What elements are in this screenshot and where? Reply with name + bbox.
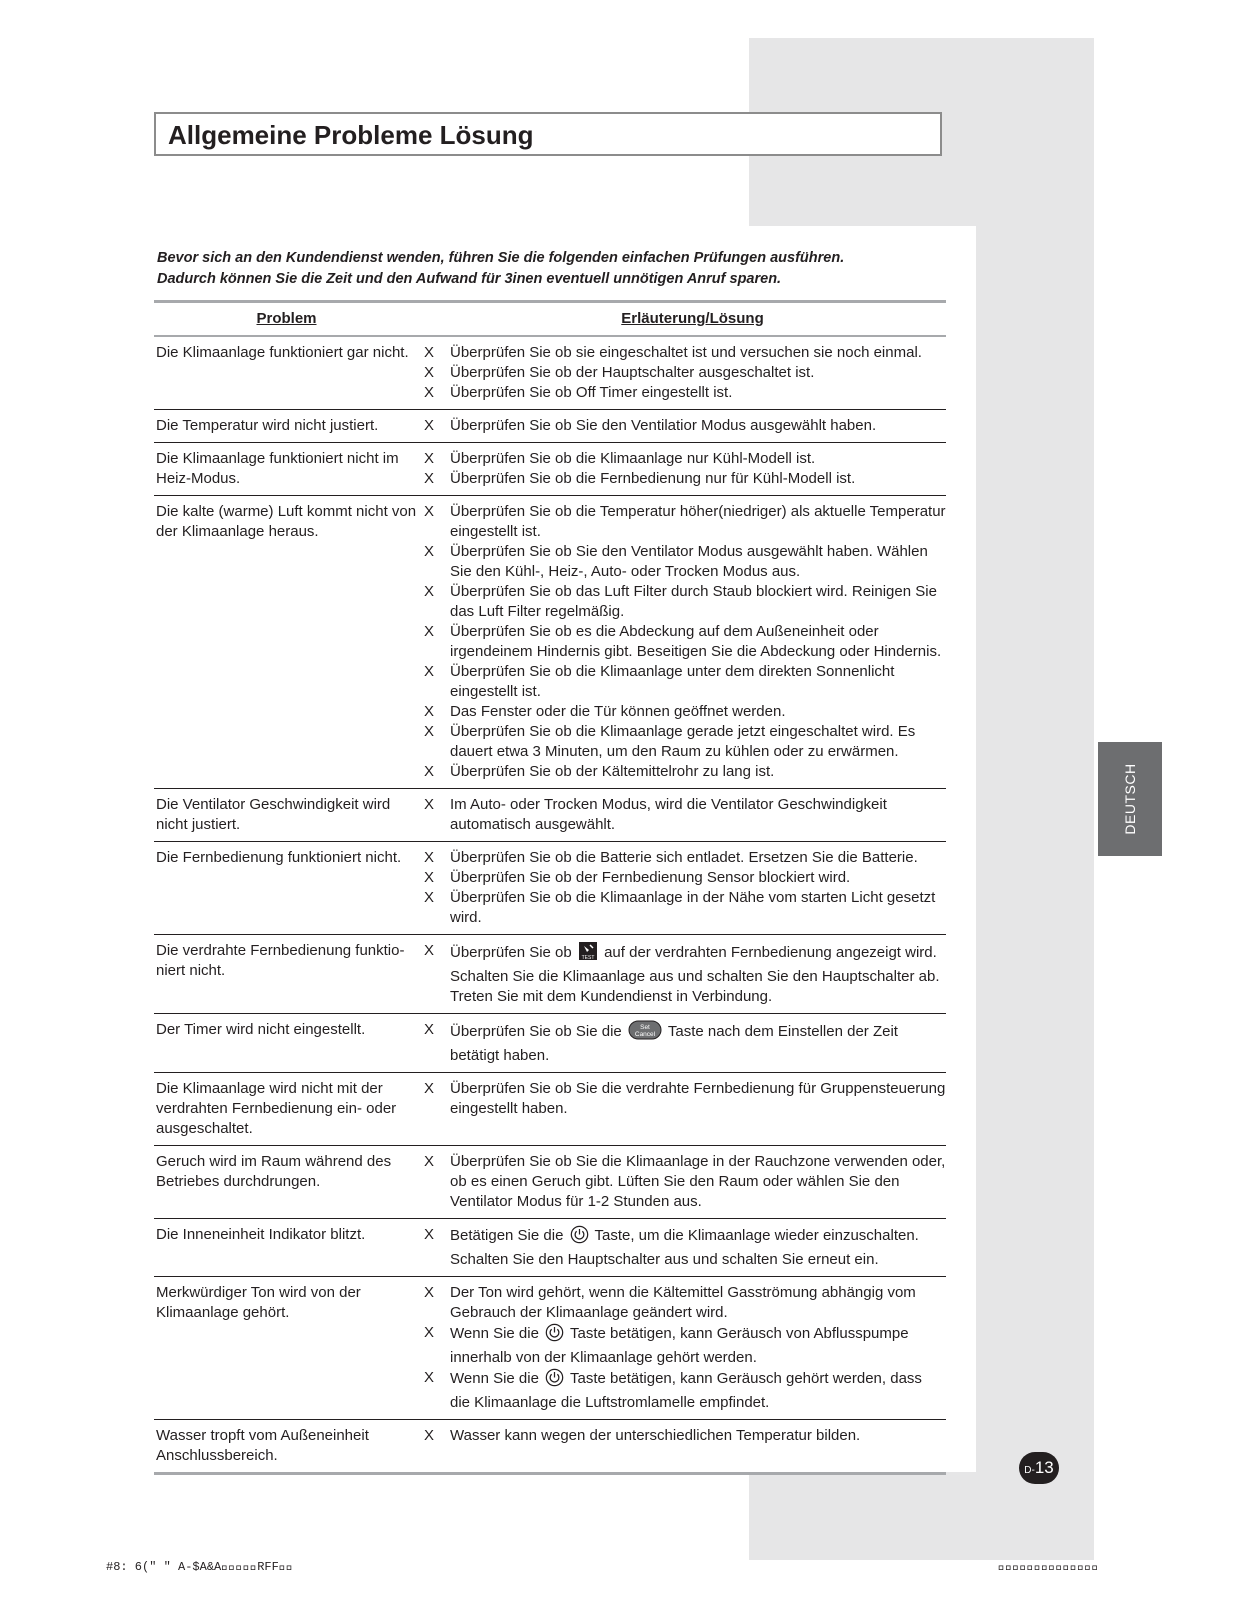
power-button-icon <box>545 1368 564 1393</box>
solution-text: Betätigen Sie die Taste, um die Klimaanlage wieder einzuschalten. Schalten Sie den Hauptschalter aus und schalten Sie erneut ein. <box>450 1227 919 1268</box>
solution-item <box>422 622 946 662</box>
page-number: 13 <box>1034 1458 1054 1477</box>
solution-text: Überprüfen Sie ob die Klimaanlage gerade jetzt eingeschaltet wird. Es dauert etwa 3 Minuten, um den Raum zu kühlen oder zu erwärmen. <box>450 723 916 760</box>
problem-cell: Die kalte (warme) Luft kommt nicht von der Klimaanlage heraus. <box>156 503 417 540</box>
table-row <box>154 443 946 496</box>
table-row <box>154 1277 946 1420</box>
solution-text: Überprüfen Sie ob das Luft Filter durch Staub blockiert wird. Reinigen Sie das Luft Filter regelmäßig. <box>450 583 937 620</box>
problem-cell: Die Inneneinheit Indikator blitzt. <box>156 1226 366 1243</box>
bullet-marker: X <box>424 1080 435 1097</box>
set-cancel-button-icon <box>628 1020 662 1046</box>
table-row <box>154 337 946 410</box>
bullet-marker: X <box>424 1324 435 1341</box>
solution-text: Überprüfen Sie ob die Klimaanlage nur Kühl-Modell ist. <box>450 450 816 467</box>
problem-cell: Die Temperatur wird nicht justiert. <box>156 417 379 434</box>
solution-cell <box>422 1079 946 1139</box>
solution-text: Überprüfen Sie ob Off Timer eingestellt ist. <box>450 384 733 401</box>
footer-left: #8: 6(" " A-$A&A􀀀􀀀􀀀􀀀􀀀RFF􀀀􀀀 <box>106 1560 294 1574</box>
solution-item <box>422 469 946 489</box>
solution-item <box>422 941 946 1007</box>
bullet-marker: X <box>424 623 435 640</box>
solution-text: Überprüfen Sie ob es die Abdeckung auf dem Außeneinheit oder irgendeinem Hindernis gibt. Beseitigen Sie die Abdeckung oder Hindernis. <box>450 623 942 660</box>
problem-cell: Wasser tropft vom Außeneinheit Anschlussbereich. <box>156 1427 369 1464</box>
solution-item <box>422 662 946 702</box>
problem-cell: Die Klimaanlage funktioniert gar nicht. <box>156 344 409 361</box>
bullet-marker: X <box>424 503 435 520</box>
solution-item <box>422 1152 946 1212</box>
table-row <box>154 842 946 935</box>
solution-cell <box>422 941 946 1007</box>
solution-text: Überprüfen Sie ob die Klimaanlage in der Nähe vom starten Licht gesetzt wird. <box>450 889 936 926</box>
solution-item <box>422 502 946 542</box>
bullet-marker: X <box>424 1021 435 1038</box>
solution-cell <box>422 1225 946 1270</box>
title-box <box>154 112 942 156</box>
intro-text <box>157 248 947 290</box>
solution-text: Überprüfen Sie ob die Temperatur höher(niedriger) als aktuelle Temperatur eingestellt ist. <box>450 503 946 540</box>
solution-item <box>422 702 946 722</box>
solution-text: Wasser kann wegen der unterschiedlichen Temperatur bilden. <box>450 1427 861 1444</box>
solution-item <box>422 363 946 383</box>
solution-item <box>422 542 946 582</box>
set-label: Set <box>640 1024 650 1031</box>
bullet-marker: X <box>424 723 435 740</box>
bullet-marker: X <box>424 942 435 959</box>
solution-item <box>422 795 946 835</box>
problem-cell: Die Klimaanlage wird nicht mit der verdrahten Fernbedienung ein- oder ausgeschaltet. <box>156 1080 397 1137</box>
solution-text: Überprüfen Sie ob Sie den Ventilatior Modus ausgewählt haben. <box>450 417 877 434</box>
solution-cell <box>422 502 946 782</box>
header-solution: Erläuterung/Lösung <box>621 310 764 327</box>
test-icon <box>578 941 598 967</box>
bullet-marker: X <box>424 1153 435 1170</box>
solution-text: Wenn Sie die Taste betätigen, kann Geräusch von Abflusspumpe innerhalb von der Klimaanlage gehört werden. <box>450 1325 909 1366</box>
solution-text: Überprüfen Sie ob die Fernbedienung nur für Kühl-Modell ist. <box>450 470 856 487</box>
header-problem: Problem <box>256 310 317 327</box>
problem-cell: Die Klimaanlage funktioniert nicht im Heiz-Modus. <box>156 450 399 487</box>
solution-item <box>422 1225 946 1270</box>
table-row <box>154 1073 946 1146</box>
page-title: Allgemeine Probleme Lösung <box>168 120 534 150</box>
table-header <box>154 303 946 337</box>
solution-item <box>422 888 946 928</box>
solution-item <box>422 722 946 762</box>
solution-item <box>422 582 946 622</box>
solution-item <box>422 848 946 868</box>
table-row <box>154 1014 946 1073</box>
table-row <box>154 496 946 789</box>
solution-text: Überprüfen Sie ob Sie die Set Cancel Taste nach dem Einstellen der Zeit betätigt haben. <box>450 1020 946 1066</box>
cancel-label: Cancel <box>634 1031 656 1038</box>
solution-item <box>422 868 946 888</box>
problem-cell: Geruch wird im Raum während des Betriebes durchdrungen. <box>156 1153 392 1190</box>
solution-item <box>422 1323 946 1368</box>
table-row <box>154 1219 946 1277</box>
table-row <box>154 789 946 842</box>
bullet-marker: X <box>424 470 435 487</box>
solution-cell <box>422 1020 946 1066</box>
problem-cell: Die verdrahte Fernbedienung funktio-niert nicht. <box>156 942 405 979</box>
bullet-marker: X <box>424 543 435 560</box>
solution-item <box>422 1020 946 1066</box>
bullet-marker: X <box>424 1369 435 1386</box>
bullet-marker: X <box>424 889 435 906</box>
solution-cell <box>422 1152 946 1212</box>
problem-cell: Der Timer wird nicht eingestellt. <box>156 1021 366 1038</box>
bullet-marker: X <box>424 663 435 680</box>
solution-cell <box>422 795 946 835</box>
bullet-marker: X <box>424 1226 435 1243</box>
solution-cell <box>422 1426 946 1466</box>
intro-line: Dadurch können Sie die Zeit und den Aufwand für 3inen eventuell unnötigen Anruf sparen. <box>157 271 782 287</box>
troubleshooting-table <box>154 300 946 1475</box>
solution-text: Überprüfen Sie ob Sie die verdrahte Fernbedienung für Gruppensteuerung eingestellt haben. <box>450 1080 946 1117</box>
solution-text: Wenn Sie die Taste betätigen, kann Geräusch gehört werden, dass die Klimaanlage die Luftstromlamelle empfindet. <box>450 1370 922 1411</box>
solution-text: Überprüfen Sie ob der Hauptschalter ausgeschaltet ist. <box>450 364 815 381</box>
solution-item <box>422 449 946 469</box>
bullet-marker: X <box>424 450 435 467</box>
bullet-marker: X <box>424 417 435 434</box>
intro-line: Bevor sich an den Kundendienst wenden, führen Sie die folgenden einfachen Prüfungen ausführen. <box>157 250 845 266</box>
solution-text: Das Fenster oder die Tür können geöffnet werden. <box>450 703 786 720</box>
solution-text: Im Auto- oder Trocken Modus, wird die Ventilator Geschwindigkeit automatisch ausgewählt. <box>450 796 887 833</box>
bullet-marker: X <box>424 849 435 866</box>
bullet-marker: X <box>424 583 435 600</box>
solution-text: Überprüfen Sie ob Sie die Klimaanlage in der Rauchzone verwenden oder, ob es einen Geruch gibt. Lüften Sie den Raum oder wählen Sie den Ventilator Modus für 1-2 Stunden aus. <box>450 1153 946 1210</box>
solution-item <box>422 343 946 363</box>
solution-item <box>422 1368 946 1413</box>
table-row <box>154 935 946 1014</box>
solution-item <box>422 1283 946 1323</box>
table-row <box>154 1146 946 1219</box>
solution-cell <box>422 848 946 928</box>
problem-cell: Die Ventilator Geschwindigkeit wird nicht justiert. <box>156 796 391 833</box>
solution-cell <box>422 1283 946 1413</box>
solution-text: Überprüfen Sie ob der Kältemittelrohr zu lang ist. <box>450 763 775 780</box>
page-number-prefix: D- <box>1024 1464 1035 1476</box>
bullet-marker: X <box>424 703 435 720</box>
language-tab-label: DEUTSCH <box>1122 763 1138 835</box>
table-body <box>154 337 946 1472</box>
solution-text: Überprüfen Sie ob Sie den Ventilator Modus ausgewählt haben. Wählen Sie den Kühl-, Heiz-, Auto- oder Trocken Modus aus. <box>450 543 928 580</box>
bullet-marker: X <box>424 763 435 780</box>
solution-item <box>422 383 946 403</box>
table-row <box>154 1420 946 1472</box>
solution-item <box>422 416 946 436</box>
solution-item <box>422 1426 946 1446</box>
solution-text: Der Ton wird gehört, wenn die Kältemittel Gasströmung abhängig vom Gebrauch der Klimaanlage geändert wird. <box>450 1284 916 1321</box>
power-button-icon <box>570 1225 589 1250</box>
solution-text: Überprüfen Sie ob die Klimaanlage unter dem direkten Sonnenlicht eingestellt ist. <box>450 663 895 700</box>
bullet-marker: X <box>424 1427 435 1444</box>
solution-text: Überprüfen Sie ob sie eingeschaltet ist und versuchen sie noch einmal. <box>450 344 922 361</box>
bullet-marker: X <box>424 1284 435 1301</box>
solution-cell <box>422 416 946 436</box>
table-row <box>154 410 946 443</box>
footer-right: 􀀀􀀀􀀀􀀀􀀀􀀀􀀀􀀀􀀀􀀀􀀀􀀀􀀀􀀀 <box>998 1560 1099 1574</box>
page-number-badge <box>1019 1452 1059 1484</box>
bullet-marker: X <box>424 796 435 813</box>
solution-text: Überprüfen Sie ob TEST auf der verdrahten Fernbedienung angezeigt wird. Schalten Sie die Klimaanlage aus und schalten Sie den Hauptschalter ab. Treten Sie mit dem Kundendienst in Verbindung. <box>450 941 946 1007</box>
bullet-marker: X <box>424 344 435 361</box>
solution-text: Überprüfen Sie ob der Fernbedienung Sensor blockiert wird. <box>450 869 851 886</box>
problem-cell: Die Fernbedienung funktioniert nicht. <box>156 849 402 866</box>
solution-cell <box>422 449 946 489</box>
problem-cell: Merkwürdiger Ton wird von der Klimaanlage gehört. <box>156 1284 361 1321</box>
solution-cell <box>422 343 946 403</box>
solution-text: Überprüfen Sie ob die Batterie sich entladet. Ersetzen Sie die Batterie. <box>450 849 918 866</box>
solution-item <box>422 1079 946 1119</box>
bullet-marker: X <box>424 384 435 401</box>
bullet-marker: X <box>424 364 435 381</box>
language-tab <box>1098 742 1162 856</box>
power-button-icon <box>545 1323 564 1348</box>
bullet-marker: X <box>424 869 435 886</box>
solution-item <box>422 762 946 782</box>
test-icon-label: TEST <box>581 955 595 961</box>
